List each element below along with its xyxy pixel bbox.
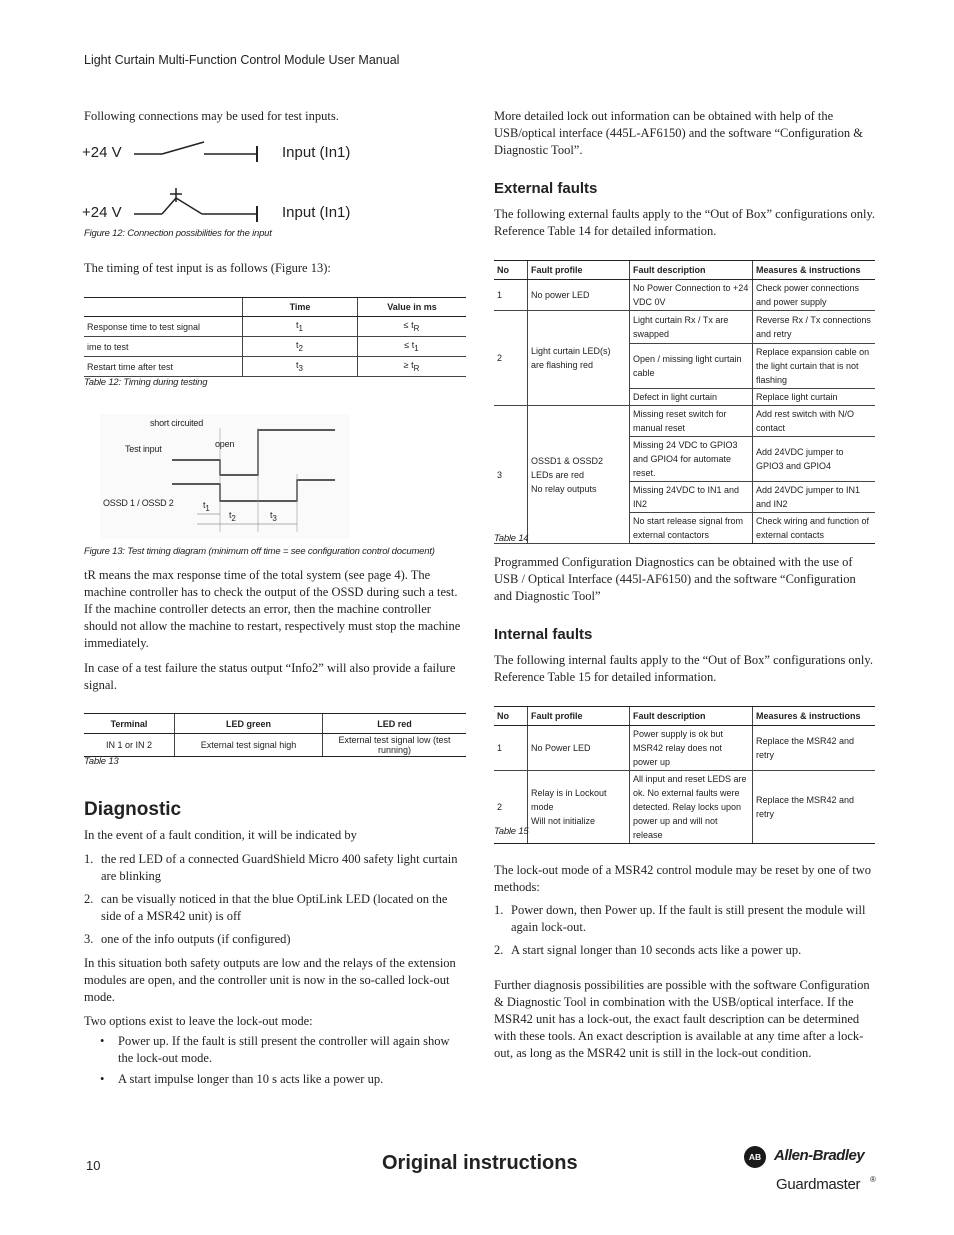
internal-faults-intro: The following internal faults apply to the “Out of Box” configurations only. Reference Table 15 for detailed information. — [494, 653, 873, 684]
table-row — [84, 734, 466, 757]
table-header: No — [494, 261, 528, 280]
table-cell: Check power connections and power supply — [753, 280, 876, 311]
table-cell: Missing 24 VDC to GPIO3 and GPIO4 for automate reset. — [630, 437, 753, 482]
timing-waveforms — [100, 414, 350, 539]
running-header: Light Curtain Multi-Function Control Module User Manual — [84, 53, 400, 67]
table-cell: Relay is in Lockout mode Will not initialize — [528, 771, 630, 844]
test-input-label: Test input — [125, 444, 162, 454]
table-header: Fault description — [630, 707, 753, 726]
voltage-label-1: +24 V — [82, 144, 122, 161]
table-cell: Add rest switch with N/O contact — [753, 406, 876, 437]
table-header: Terminal — [84, 714, 175, 734]
table-header: Fault description — [630, 261, 753, 280]
table-cell: No power LED — [528, 280, 630, 311]
table-15-caption: Table 15 — [494, 826, 529, 837]
timing-intro: The timing of test input is as follows (Figure 13): — [84, 261, 331, 275]
table-cell: Add 24VDC jumper to GPIO3 and GPIO4 — [753, 437, 876, 482]
internal-faults-heading: Internal faults — [494, 626, 593, 643]
table-cell: Add 24VDC jumper to IN1 and IN2 — [753, 482, 876, 513]
table-cell: ≤ tR — [358, 317, 467, 337]
table-header: Fault profile — [528, 261, 630, 280]
table-cell: External test signal low (test running) — [323, 734, 467, 757]
table-cell: Replace the MSR42 and retry — [753, 726, 876, 771]
figure-13-timing-diagram — [100, 414, 350, 539]
brand-logo — [744, 1144, 879, 1198]
programmed-diagnostics-paragraph: Programmed Configuration Diagnostics can be obtained with the use of USB / Optical Interface (445l-AF6150) and the software “Configuration and Diagnostic Tool” — [494, 555, 856, 603]
list-item: 1. the red LED of a connected GuardShield Micro 400 safety light curtain are blinking — [84, 852, 458, 883]
table-header: Fault profile — [528, 707, 630, 726]
table-header: Measures & instructions — [753, 261, 876, 280]
list-item: • A start impulse longer than 10 s acts like a power up. — [100, 1072, 384, 1086]
table-cell: Light curtain LED(s) are flashing red — [528, 311, 630, 406]
table-cell: 1 — [494, 726, 528, 771]
voltage-label-2: +24 V — [82, 204, 122, 221]
table-cell: All input and reset LEDS are ok. No external faults were detected. Relay locks upon power up and will not release — [630, 771, 753, 844]
table-cell: Power supply is ok but MSR42 relay does not power up — [630, 726, 753, 771]
lockout-info-paragraph: More detailed lock out information can be obtained with help of the USB/optical interface (445L-AF6150) and the software “Configuration & Diagnostic Tool”. — [494, 109, 864, 157]
table-row — [84, 317, 466, 337]
diagnostic-list — [84, 851, 466, 948]
t3-label: t3 — [270, 510, 277, 523]
info2-paragraph: In case of a test failure the status output “Info2” will also provide a failure signal. — [84, 661, 456, 692]
registered-mark: ® — [870, 1175, 876, 1184]
table-cell: 1 — [494, 280, 528, 311]
open-label: open — [215, 439, 235, 449]
table-cell: ≤ t1 — [358, 337, 467, 357]
table-cell: Defect in light curtain — [630, 389, 753, 406]
table-cell: Open / missing light curtain cable — [630, 344, 753, 389]
guardmaster-wordmark: Guardmaster — [776, 1176, 861, 1193]
list-item: 2. A start signal longer than 10 seconds acts like a power up. — [494, 943, 802, 957]
ossd-label: OSSD 1 / OSSD 2 — [103, 498, 174, 508]
table-cell: No Power Connection to +24 VDC 0V — [630, 280, 753, 311]
tr-paragraph: tR means the max response time of the total system (see page 4). The machine controller has to check the output of the OSSD during such a test. If the machine controller detects an error, then the machine controller should not allow the machine to restart, respectively must stop the machine immediately. — [84, 568, 461, 650]
table-14-external-faults — [494, 260, 875, 544]
allen-bradley-wordmark: Allen-Bradley — [774, 1147, 865, 1164]
further-diagnosis-paragraph: Further diagnosis possibilities are possible with the software Configuration & Diagnostic Tool in combination with the USB/optical interface. If the MSR42 unit has a lock-out, the exact fault description can be determined with these tools. An exact description is available at any time after a lock-out, as long as the MSR42 unit is still in the lock-out condition. — [494, 978, 870, 1060]
table-cell: Check wiring and function of external contacts — [753, 513, 876, 544]
table-row — [494, 406, 875, 437]
table-cell: Restart time after test — [84, 357, 243, 377]
table-header: Measures & instructions — [753, 707, 876, 726]
table-cell: Missing 24VDC to IN1 and IN2 — [630, 482, 753, 513]
table-cell: External test signal high — [175, 734, 323, 757]
short-circuited-label: short circuited — [150, 418, 204, 428]
table-cell: Replace expansion cable on the light curtain that is not flashing — [753, 344, 876, 389]
figure-12-caption: Figure 12: Connection possibilities for the input — [84, 228, 272, 239]
table-row — [494, 311, 875, 344]
table-cell: No start release signal from external contactors — [630, 513, 753, 544]
table-cell: Replace light curtain — [753, 389, 876, 406]
table-12-caption: Table 12: Timing during testing — [84, 377, 208, 388]
table-13-caption: Table 13 — [84, 756, 119, 767]
external-faults-heading: External faults — [494, 180, 598, 197]
options-list — [100, 1033, 466, 1088]
table-cell: ≥ tR — [358, 357, 467, 377]
page-number: 10 — [86, 1158, 101, 1173]
table-header — [84, 298, 243, 317]
ab-badge-icon: AB — [744, 1146, 766, 1168]
open-switch-symbol — [132, 138, 262, 168]
table-header: No — [494, 707, 528, 726]
figure-13-caption: Figure 13: Test timing diagram (minimum off time = see configuration control document) — [84, 546, 435, 557]
table-header: LED green — [175, 714, 323, 734]
table-row — [494, 771, 875, 844]
reset-intro: The lock-out mode of a MSR42 control module may be reset by one of two methods: — [494, 863, 872, 894]
input-label-1: Input (In1) — [282, 144, 351, 161]
diagnostic-intro: In the event of a fault condition, it will be indicated by — [84, 828, 357, 842]
table-cell: OSSD1 & OSSD2 LEDs are red No relay outputs — [528, 406, 630, 544]
table-cell: Light curtain Rx / Tx are swapped — [630, 311, 753, 344]
input-label-2: Input (In1) — [282, 204, 351, 221]
table-cell: t2 — [243, 337, 358, 357]
table-cell: 2 — [494, 311, 528, 406]
original-instructions-label: Original instructions — [382, 1152, 578, 1174]
table-row — [494, 280, 875, 311]
pushbutton-switch-symbol — [132, 186, 262, 226]
list-item: 2. can be visually noticed in that the blue OptiLink LED (located on the side of a MSR42 unit) is off — [84, 892, 448, 923]
table-12-timing — [84, 297, 466, 377]
list-item: 3. one of the info outputs (if configured) — [84, 932, 291, 946]
table-13-led — [84, 713, 466, 757]
table-cell: ime to test — [84, 337, 243, 357]
table-cell: Reverse Rx / Tx connections and retry — [753, 311, 876, 344]
lockout-paragraph: In this situation both safety outputs are low and the relays of the extension modules are open, and the controller unit is now in the so-called lock-out mode. — [84, 956, 456, 1004]
figure-12-connection-diagram — [82, 134, 372, 229]
table-cell: Missing reset switch for manual reset — [630, 406, 753, 437]
table-cell: 2 — [494, 771, 528, 844]
t2-label: t2 — [229, 510, 236, 523]
table-cell: 3 — [494, 406, 528, 544]
table-header: LED red — [323, 714, 467, 734]
list-item: 1. Power down, then Power up. If the fault is still present the module will again lock-out. — [494, 903, 866, 934]
table-cell: Replace the MSR42 and retry — [753, 771, 876, 844]
list-item: • Power up. If the fault is still present the controller will again show the lock-out mode. — [100, 1034, 450, 1065]
table-row — [84, 357, 466, 377]
diagnostic-heading: Diagnostic — [84, 799, 182, 820]
table-header: Time — [243, 298, 358, 317]
t1-label: t1 — [203, 500, 210, 513]
table-cell: No Power LED — [528, 726, 630, 771]
test-inputs-intro: Following connections may be used for test inputs. — [84, 109, 339, 123]
table-15-internal-faults — [494, 706, 875, 844]
table-cell: t3 — [243, 357, 358, 377]
table-14-caption: Table 14 — [494, 533, 529, 544]
options-intro: Two options exist to leave the lock-out mode: — [84, 1014, 313, 1028]
table-row — [494, 726, 875, 771]
reset-methods-list — [494, 902, 876, 959]
table-cell: t1 — [243, 317, 358, 337]
table-cell: IN 1 or IN 2 — [84, 734, 175, 757]
table-row — [84, 337, 466, 357]
external-faults-intro: The following external faults apply to the “Out of Box” configurations only. Reference Table 14 for detailed information. — [494, 207, 876, 238]
table-cell: Response time to test signal — [84, 317, 243, 337]
table-header: Value in ms — [358, 298, 467, 317]
